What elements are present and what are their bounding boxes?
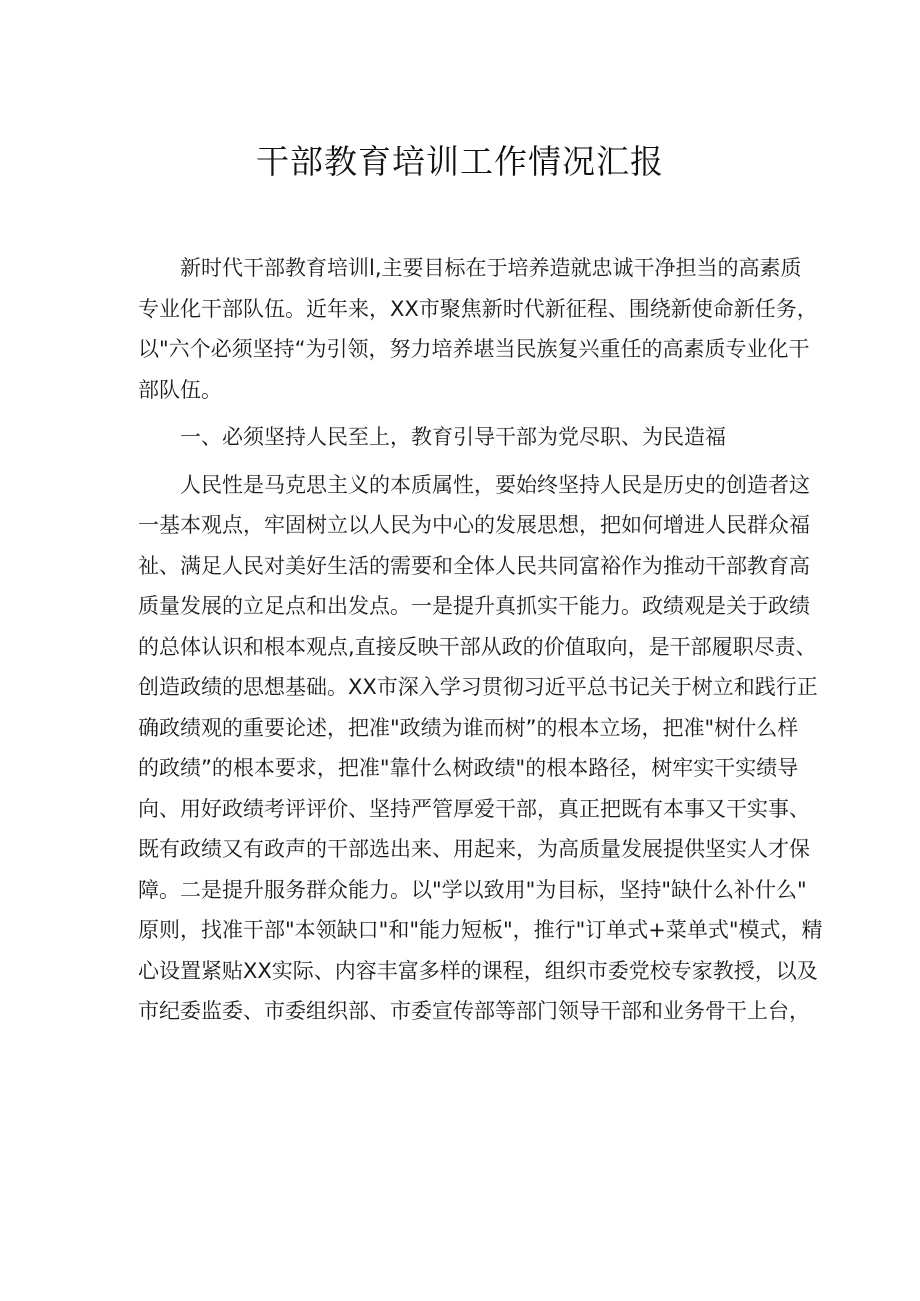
intro-paragraph bbox=[138, 248, 818, 410]
document-body bbox=[138, 248, 823, 1032]
text-line: 创造政绩的思想基础。XX市深入学习贯彻习近平总书记关于树立和践行正 bbox=[138, 675, 818, 699]
text-line: 专业化干部队伍。近年来，XX市聚焦新时代新征程、围绕新使命新任务， bbox=[138, 296, 818, 321]
text-line: 人民性是马克思主义的本质属性，要始终坚持人民是历史的创造者这 bbox=[180, 472, 810, 497]
text-line: 确政绩观的重要论述，把准"政绩为谁而树”的根本立场，把准"树什么样 bbox=[138, 715, 799, 740]
text-line: 的总体认识和根本观点,直接反映干部从政的价值取向，是干部履职尽责、 bbox=[138, 634, 817, 659]
text-line: 既有政绩又有政声的干部选出来、用起来，为高质量发展提供坚实人才保 bbox=[138, 837, 810, 861]
document-title: 干部教育培训工作情况汇报 bbox=[256, 142, 664, 181]
text-line: 向、用好政绩考评评价、坚持严管厚爱干部，真正把既有本事又干实事、 bbox=[138, 796, 810, 821]
text-line: 市纪委监委、市委组织部、市委宣传部等部门领导干部和业务骨干上台， bbox=[138, 999, 810, 1023]
text-line: 质量发展的立足点和出发点。一是提升真抓实干能力。政绩观是关于政绩 bbox=[138, 594, 810, 618]
text-line: 心设置紧贴XX实际、内容丰富多样的课程，组织市委党校专家教授，以及 bbox=[138, 958, 818, 983]
section-heading-text: 一、必须坚持人民至上，教育引导干部为党尽职、为民造福 bbox=[180, 425, 726, 449]
section-1-paragraph bbox=[138, 465, 823, 1032]
text-line: 新时代干部教育培训l,主要目标在于培养造就忠诚干净担当的高素质 bbox=[180, 256, 802, 280]
text-line: 部队伍。 bbox=[138, 377, 222, 402]
text-line: 一基本观点，牢固树立以人民为中心的发展思想，把如何增进人民群众福 bbox=[138, 513, 810, 537]
text-line: 祉、满足人民对美好生活的需要和全体人民共同富裕作为推动干部教育高 bbox=[138, 553, 810, 578]
text-line: 的政绩”的根本要求，把准"靠什么树政绩"的根本路径，树牢实干实绩导 bbox=[138, 756, 799, 780]
text-line: 以"六个必须坚持“为引领，努力培养堪当民族复兴重任的高素质专业化干 bbox=[138, 337, 810, 361]
text-line: 障。二是提升服务群众能力。以"学以致用"为目标，坚持"缺什么补什么" bbox=[138, 877, 807, 902]
text-line: 原则，找准干部"本领缺口"和"能力短板"，推行"订单式+菜单式"模式，精 bbox=[138, 918, 823, 942]
section-heading-1 bbox=[138, 417, 786, 458]
